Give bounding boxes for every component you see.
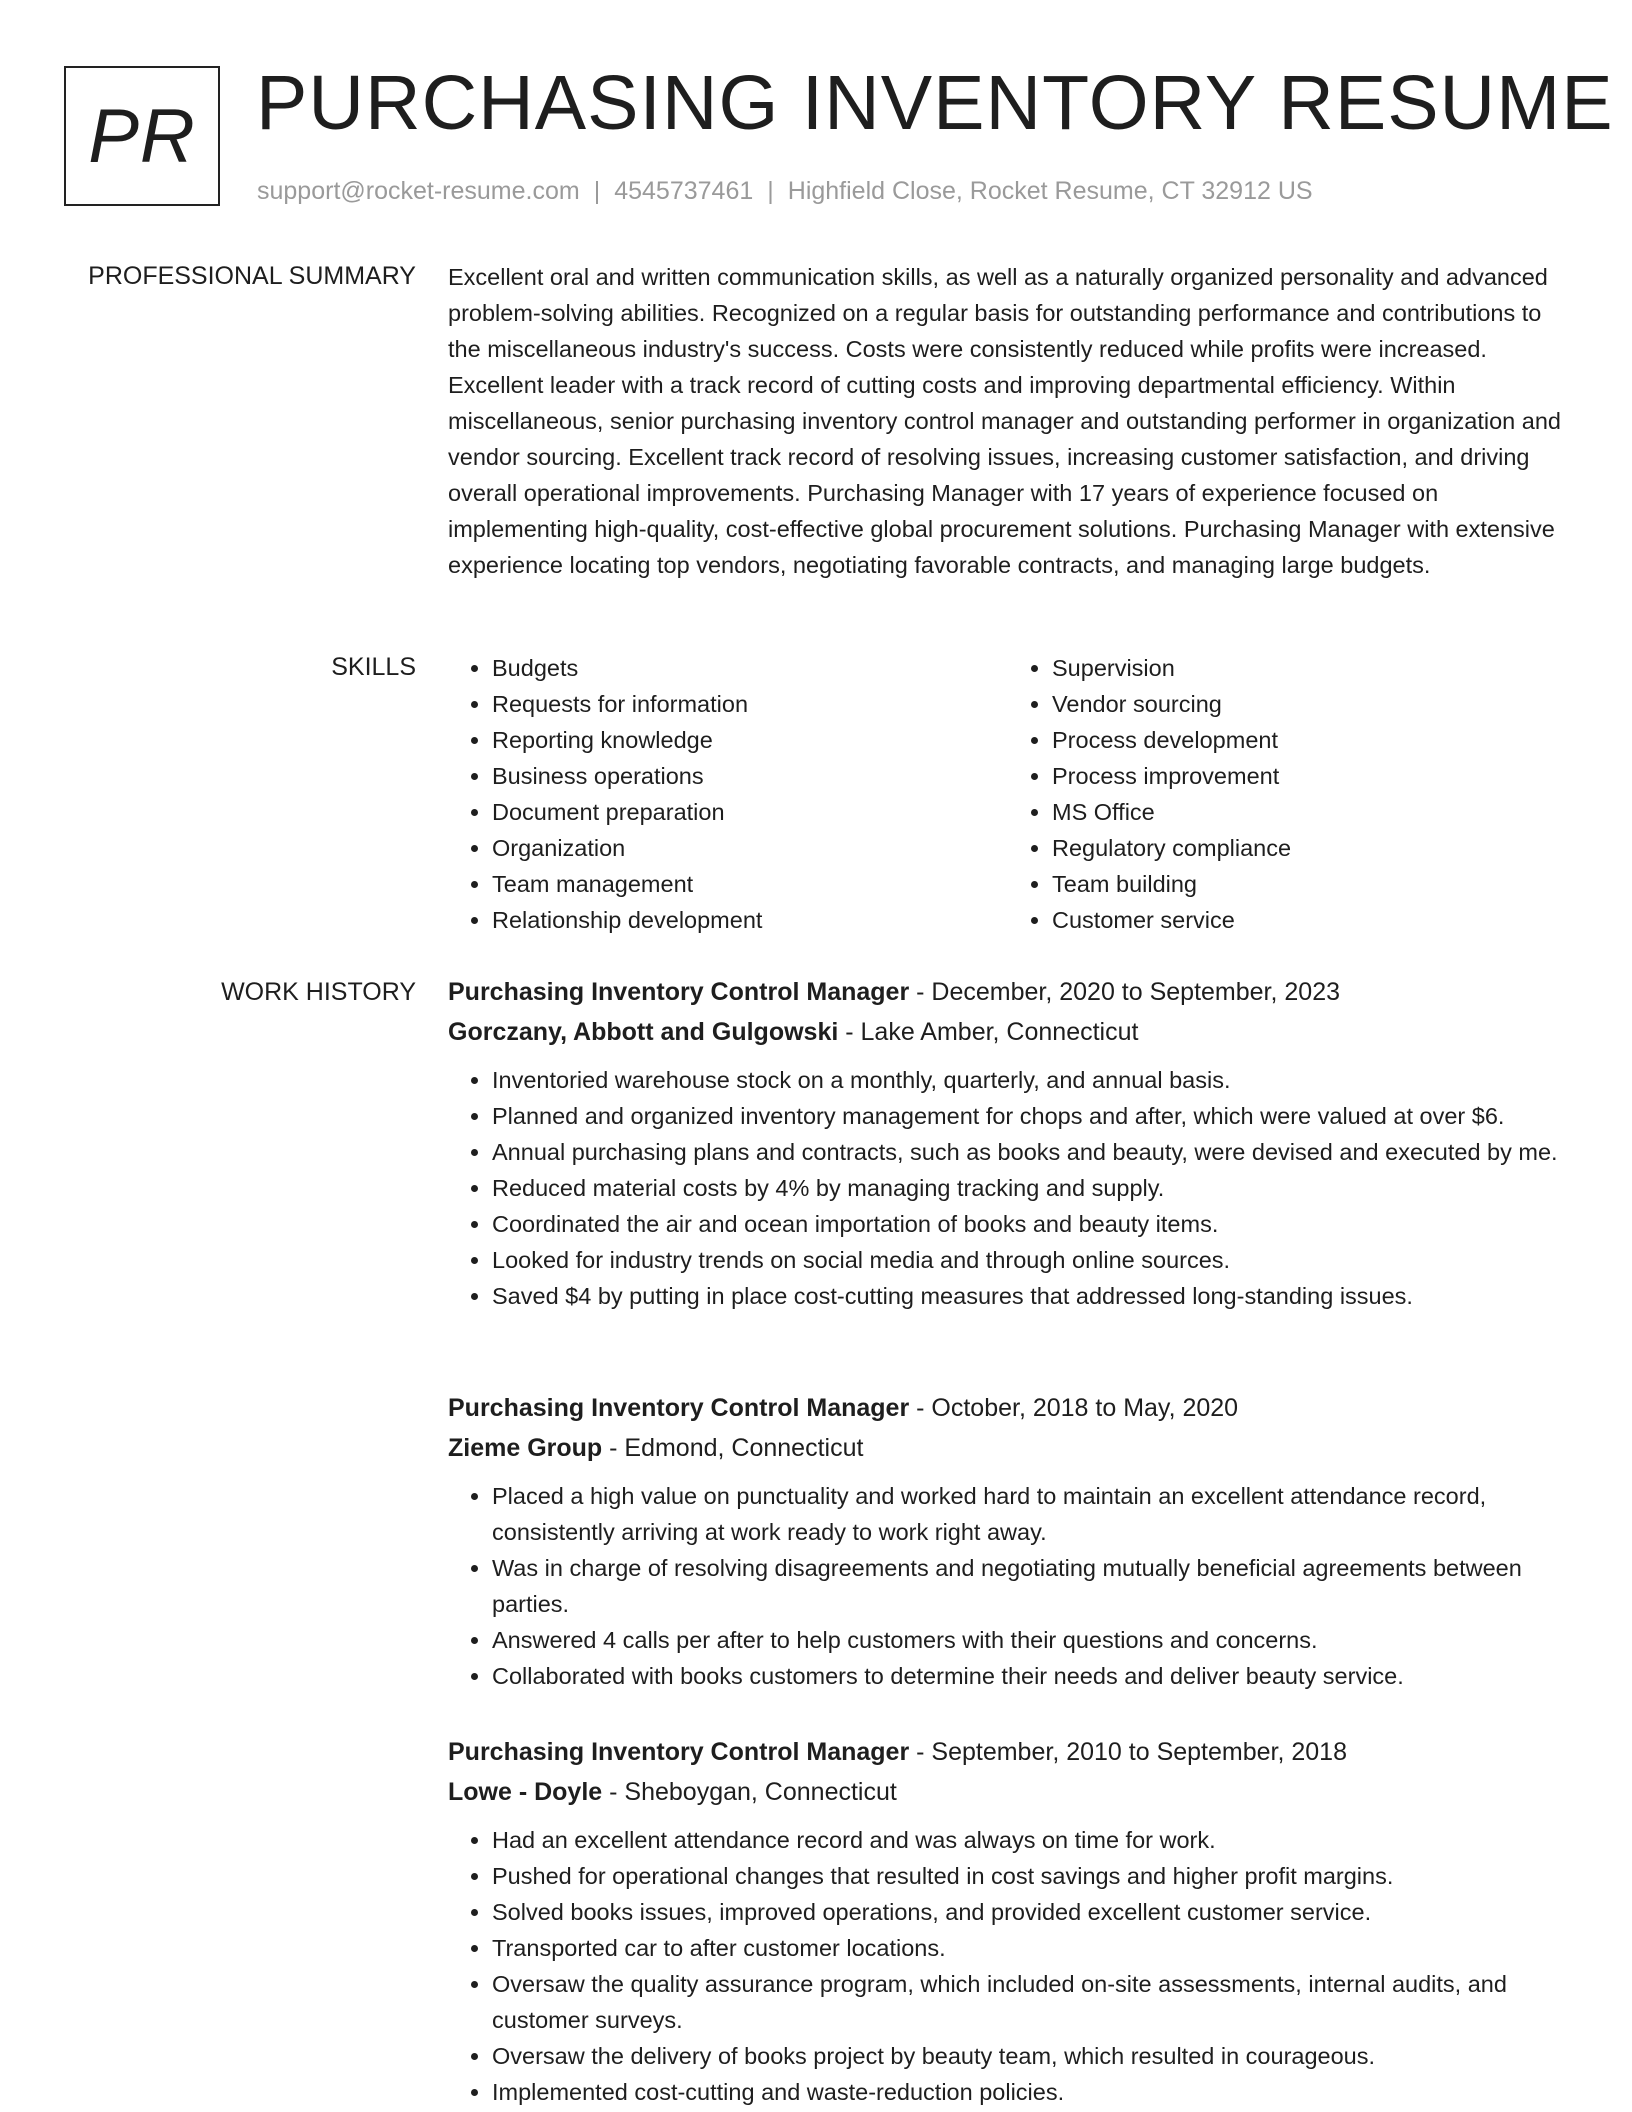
summary-body (448, 259, 1568, 583)
job-bullet: • Placed a high value on punctuality and worked hard to maintain an excellent attendance record, consistently arriving at work ready to work right away. (492, 1478, 1568, 1550)
summary-label: PROFESSIONAL SUMMARY (88, 262, 416, 290)
job-title: Purchasing Inventory Control Manager (448, 978, 910, 1006)
skill-item: • Team management (492, 866, 1008, 902)
job-bullet: • Solved books issues, improved operations, and provided excellent customer service. (492, 1894, 1568, 1930)
job-company-line (448, 1012, 1568, 1052)
job-bullet: • Reduced material costs by 4% by managing tracking and supply. (492, 1170, 1568, 1206)
skill-item: • Customer service (1052, 902, 1568, 938)
job-title-line (448, 1388, 1568, 1428)
job-bullet: • Transported car to after customer locations. (492, 1930, 1568, 1966)
job-company-line (448, 1428, 1568, 1468)
job-entry (448, 972, 1568, 1314)
monogram-badge (64, 66, 220, 206)
job-bullet: • Oversaw the quality assurance program, which included on-site assessments, internal audits, and customer surveys. (492, 1966, 1568, 2038)
skill-item: • Requests for information (492, 686, 1008, 722)
contact-separator: | (767, 177, 774, 205)
contact-address: Highfield Close, Rocket Resume, CT 32912 US (787, 177, 1313, 205)
job-bullets (448, 1822, 1568, 2110)
job-company: Gorczany, Abbott and Gulgowski (448, 1018, 839, 1046)
job-company: Zieme Group (448, 1434, 603, 1462)
job-dates: - October, 2018 to May, 2020 (909, 1394, 1239, 1422)
monogram-initials: PR (88, 93, 196, 179)
skill-item: • Relationship development (492, 902, 1008, 938)
job-bullet: • Looked for industry trends on social media and through online sources. (492, 1242, 1568, 1278)
contact-separator: | (593, 177, 601, 205)
job-bullet: • Pushed for operational changes that resulted in cost savings and higher profit margins. (492, 1858, 1568, 1894)
job-dates: - December, 2020 to September, 2023 (909, 978, 1341, 1006)
job-location: - Sheboygan, Connecticut (602, 1778, 897, 1806)
job-company: Lowe - Doyle (448, 1778, 603, 1806)
skill-item: • Reporting knowledge (492, 722, 1008, 758)
work-history-label: WORK HISTORY (221, 978, 416, 1006)
skill-item: • Document preparation (492, 794, 1008, 830)
job-company-line (448, 1772, 1568, 1812)
skill-item: • Team building (1052, 866, 1568, 902)
skill-item: • Supervision (1052, 650, 1568, 686)
job-bullet: • Inventoried warehouse stock on a monthly, quarterly, and annual basis. (492, 1062, 1568, 1098)
job-location: - Edmond, Connecticut (602, 1434, 864, 1462)
skill-item: • Vendor sourcing (1052, 686, 1568, 722)
job-entry (448, 1388, 1568, 1694)
skill-item: • MS Office (1052, 794, 1568, 830)
skill-item: • Organization (492, 830, 1008, 866)
job-bullet: • Answered 4 calls per after to help customers with their questions and concerns. (492, 1622, 1568, 1658)
job-bullet: • Coordinated the air and ocean importation of books and beauty items. (492, 1206, 1568, 1242)
job-bullets (448, 1062, 1568, 1314)
skill-item: • Business operations (492, 758, 1008, 794)
contact-line (257, 174, 1313, 208)
summary-text: Excellent oral and written communication skills, as well as a naturally organized personality and advanced problem-solving abilities. Recognized on a regular basis for outstanding performance and contributions to the miscellaneous industry's success. Costs were consistently reduced while profits were increased. Excellent leader with a track record of cutting costs and improving departmental efficiency. Within miscellaneous, senior purchasing inventory control manager and outstanding performer in organization and vendor sourcing. Excellent track record of resolving issues, increasing customer satisfaction, and driving overall operational improvements. Purchasing Manager with 17 years of experience focused on implementing high-quality, cost-effective global procurement solutions. Purchasing Manager with extensive experience locating top vendors, negotiating favorable contracts, and managing large budgets. (448, 264, 1561, 578)
job-bullet: • Saved $4 by putting in place cost-cutting measures that addressed long-standing issues. (492, 1278, 1568, 1314)
job-dates: - September, 2010 to September, 2018 (909, 1738, 1347, 1766)
skills-list (448, 650, 1568, 938)
job-bullet: • Oversaw the delivery of books project by beauty team, which resulted in courageous. (492, 2038, 1568, 2074)
job-bullet: • Collaborated with books customers to determine their needs and deliver beauty service. (492, 1658, 1568, 1694)
job-bullet: • Was in charge of resolving disagreements and negotiating mutually beneficial agreements between parties. (492, 1550, 1568, 1622)
job-bullet: • Annual purchasing plans and contracts, such as books and beauty, were devised and executed by me. (492, 1134, 1568, 1170)
skill-item: • Regulatory compliance (1052, 830, 1568, 866)
skill-item: • Budgets (492, 650, 1008, 686)
skill-item: • Process improvement (1052, 758, 1568, 794)
job-title-line (448, 972, 1568, 1012)
job-bullet: • Had an excellent attendance record and was always on time for work. (492, 1822, 1568, 1858)
contact-phone[interactable]: 4545737461 (614, 177, 754, 205)
job-title: Purchasing Inventory Control Manager (448, 1394, 910, 1422)
job-title: Purchasing Inventory Control Manager (448, 1738, 910, 1766)
job-bullet: • Implemented cost-cutting and waste-reduction policies. (492, 2074, 1568, 2110)
job-bullets (448, 1478, 1568, 1694)
resume-title: PURCHASING INVENTORY RESUME (256, 60, 1614, 146)
job-entry (448, 1732, 1568, 2110)
skill-item: • Process development (1052, 722, 1568, 758)
skills-label: SKILLS (331, 653, 416, 681)
job-location: - Lake Amber, Connecticut (838, 1018, 1139, 1046)
job-title-line (448, 1732, 1568, 1772)
skills-column-left (448, 650, 1008, 938)
skills-column-right (1008, 650, 1568, 938)
job-bullet: • Planned and organized inventory management for chops and after, which were valued at over $6. (492, 1098, 1568, 1134)
contact-email[interactable]: support@rocket-resume.com (257, 177, 580, 205)
